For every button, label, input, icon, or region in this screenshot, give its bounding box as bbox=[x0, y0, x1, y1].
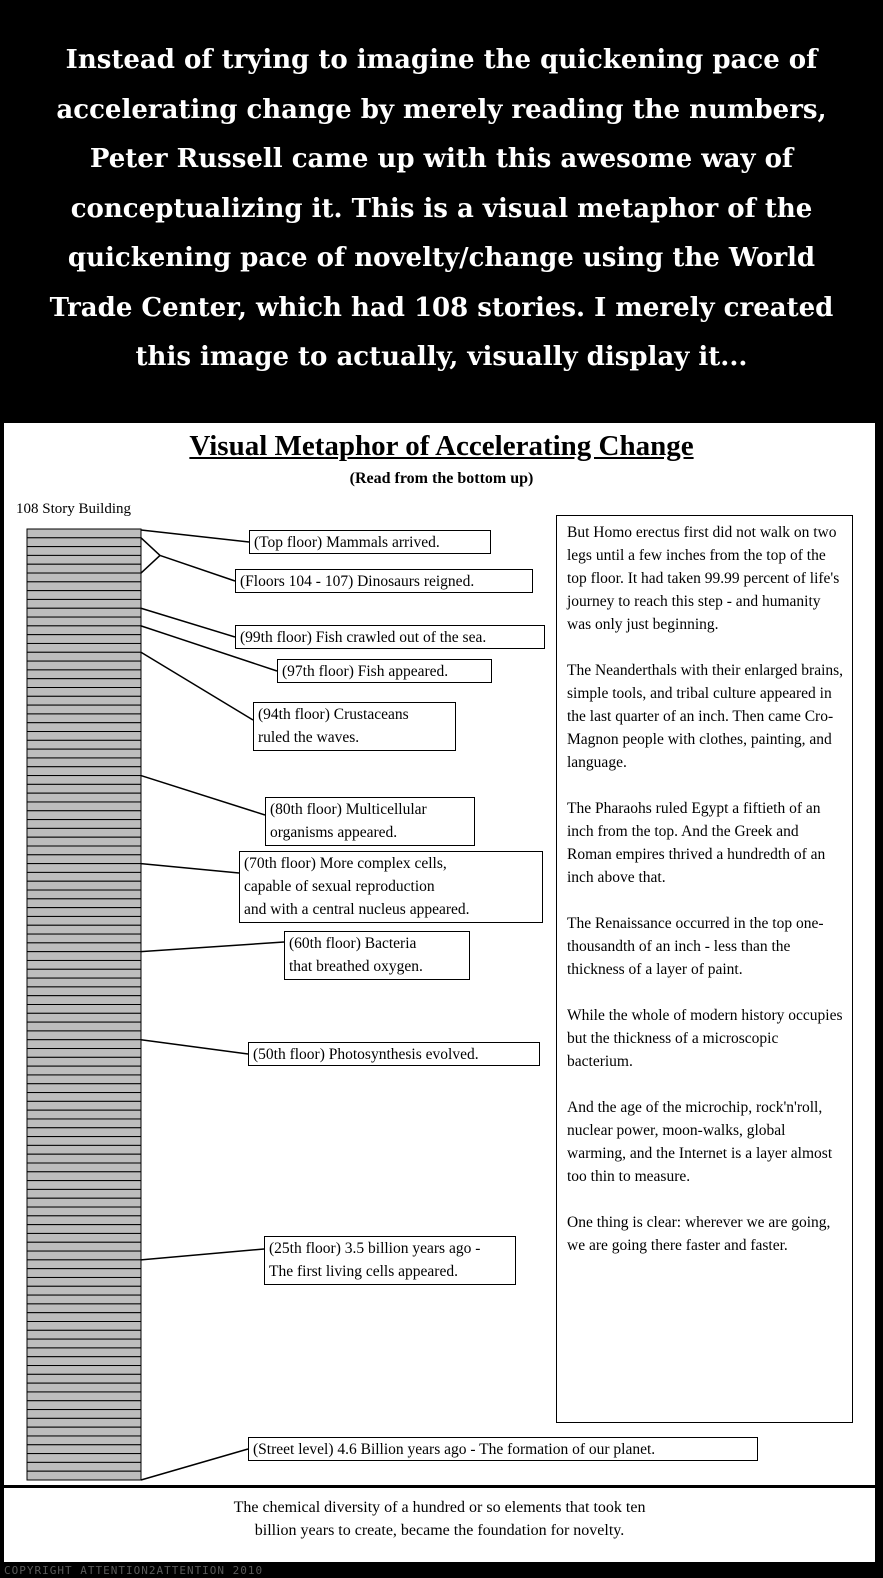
floor-26 bbox=[27, 1251, 141, 1260]
floor-52 bbox=[27, 1022, 141, 1031]
floor-10 bbox=[27, 1392, 141, 1401]
floor-46 bbox=[27, 1075, 141, 1084]
connector-line-94 bbox=[141, 652, 253, 720]
intro-line: Peter Russell came up with this awesome way of bbox=[89, 144, 794, 174]
floor-100 bbox=[27, 599, 141, 608]
connector-line-80 bbox=[141, 776, 265, 815]
intro-line: Trade Center, which had 108 stories. I merely created bbox=[49, 292, 834, 323]
label-line: (94th floor) Crustaceans bbox=[258, 706, 409, 723]
floor-55 bbox=[27, 996, 141, 1005]
floor-37 bbox=[27, 1154, 141, 1163]
floor-56 bbox=[27, 987, 141, 996]
floor-71 bbox=[27, 855, 141, 864]
floor-75 bbox=[27, 820, 141, 829]
floor-22 bbox=[27, 1286, 141, 1295]
floor-89 bbox=[27, 696, 141, 705]
label-line: The first living cells appeared. bbox=[269, 1263, 458, 1280]
label-line: organisms appeared. bbox=[270, 824, 398, 841]
floor-76 bbox=[27, 811, 141, 820]
narrative-paragraph: The Renaissance occurred in the top one-thousandth of an inch - less than the thickness of a layer of paint. bbox=[567, 915, 824, 978]
label-70th-floor bbox=[239, 851, 543, 923]
connector-line-0 bbox=[141, 1449, 248, 1480]
floor-1 bbox=[27, 1471, 141, 1480]
connector-line-70 bbox=[141, 864, 239, 873]
floor-25 bbox=[27, 1260, 141, 1269]
floor-63 bbox=[27, 925, 141, 934]
floor-67 bbox=[27, 890, 141, 899]
floor-73 bbox=[27, 837, 141, 846]
floor-62 bbox=[27, 934, 141, 943]
copyright-text: COPYRIGHT ATTENTION2ATTENTION 2010 bbox=[4, 1564, 264, 1577]
floor-32 bbox=[27, 1198, 141, 1207]
floor-64 bbox=[27, 916, 141, 925]
floor-28 bbox=[27, 1233, 141, 1242]
floor-51 bbox=[27, 1031, 141, 1040]
label-line: (Top floor) Mammals arrived. bbox=[254, 534, 440, 551]
floor-54 bbox=[27, 1005, 141, 1014]
label-97th-floor bbox=[277, 659, 492, 683]
narrative-paragraph: The Neanderthals with their enlarged brains, simple tools, and tribal culture appeared in the last quarter of an inch. Then came Cro-Magnon people with clothes, painting, and language. bbox=[567, 662, 844, 771]
floor-74 bbox=[27, 828, 141, 837]
floor-97 bbox=[27, 626, 141, 635]
footer-line: The chemical diversity of a hundred or so elements that took ten bbox=[233, 1499, 646, 1516]
floor-85 bbox=[27, 732, 141, 741]
label-line: (60th floor) Bacteria bbox=[289, 935, 417, 952]
building-floors bbox=[27, 529, 141, 1480]
floor-9 bbox=[27, 1401, 141, 1410]
intro-line: this image to actually, visually display it... bbox=[135, 342, 748, 372]
label-line: (Floors 104 - 107) Dinosaurs reigned. bbox=[240, 573, 475, 590]
label-99th-floor bbox=[235, 625, 545, 649]
floor-15 bbox=[27, 1348, 141, 1357]
narrative-box bbox=[556, 515, 853, 1423]
floor-101 bbox=[27, 591, 141, 600]
label-25th-floor bbox=[264, 1236, 516, 1285]
floor-33 bbox=[27, 1189, 141, 1198]
floor-66 bbox=[27, 899, 141, 908]
label-street-level bbox=[248, 1437, 758, 1461]
floor-77 bbox=[27, 802, 141, 811]
narrative-paragraph: While the whole of modern history occupies but the thickness of a microscopic bacterium. bbox=[567, 1007, 843, 1070]
floor-47 bbox=[27, 1066, 141, 1075]
floor-24 bbox=[27, 1269, 141, 1278]
floor-17 bbox=[27, 1330, 141, 1339]
intro-line: accelerating change by merely reading the numbers, bbox=[56, 94, 827, 125]
floor-59 bbox=[27, 960, 141, 969]
floor-49 bbox=[27, 1049, 141, 1058]
floor-90 bbox=[27, 688, 141, 697]
floor-8 bbox=[27, 1410, 141, 1419]
floor-5 bbox=[27, 1436, 141, 1445]
floor-29 bbox=[27, 1225, 141, 1234]
floor-93 bbox=[27, 661, 141, 670]
floor-12 bbox=[27, 1374, 141, 1383]
floor-38 bbox=[27, 1145, 141, 1154]
label-top-floor bbox=[249, 530, 491, 554]
floor-48 bbox=[27, 1057, 141, 1066]
floor-105 bbox=[27, 555, 141, 564]
label-line: (25th floor) 3.5 billion years ago - bbox=[269, 1240, 481, 1257]
floor-2 bbox=[27, 1462, 141, 1471]
label-80th-floor bbox=[265, 797, 475, 846]
floor-40 bbox=[27, 1128, 141, 1137]
intro-line: Instead of trying to imagine the quickening pace of bbox=[65, 45, 818, 75]
floor-19 bbox=[27, 1313, 141, 1322]
floor-86 bbox=[27, 723, 141, 732]
floor-21 bbox=[27, 1295, 141, 1304]
floor-103 bbox=[27, 573, 141, 582]
floor-3 bbox=[27, 1454, 141, 1463]
connector-bracket-top bbox=[141, 538, 160, 556]
label-50th-floor bbox=[248, 1042, 540, 1066]
label-94th-floor bbox=[253, 702, 456, 751]
narrative-paragraph: The Pharaohs ruled Egypt a fiftieth of an inch from the top. And the Greek and Roman empires thrived a hundredth of an inch above that. bbox=[567, 800, 826, 886]
footer-line: billion years to create, became the foundation for novelty. bbox=[254, 1522, 625, 1539]
floor-96 bbox=[27, 635, 141, 644]
connector-line-50 bbox=[141, 1040, 248, 1054]
floor-14 bbox=[27, 1357, 141, 1366]
connector-lines bbox=[141, 530, 284, 1480]
label-line: ruled the waves. bbox=[258, 729, 360, 746]
floor-95 bbox=[27, 643, 141, 652]
floor-87 bbox=[27, 714, 141, 723]
floor-6 bbox=[27, 1427, 141, 1436]
floor-102 bbox=[27, 582, 141, 591]
floor-65 bbox=[27, 908, 141, 917]
label-line: (99th floor) Fish crawled out of the sea. bbox=[240, 629, 487, 646]
floor-44 bbox=[27, 1093, 141, 1102]
connector-line-108 bbox=[141, 530, 249, 542]
diagram-subtitle: (Read from the bottom up) bbox=[349, 470, 534, 487]
floor-107 bbox=[27, 538, 141, 547]
building-label: 108 Story Building bbox=[16, 501, 132, 517]
floor-31 bbox=[27, 1207, 141, 1216]
label-line: (97th floor) Fish appeared. bbox=[282, 663, 449, 680]
floor-82 bbox=[27, 758, 141, 767]
label-line: that breathed oxygen. bbox=[289, 958, 423, 975]
footer-text bbox=[4, 1496, 875, 1542]
label-line: (50th floor) Photosynthesis evolved. bbox=[253, 1046, 479, 1063]
footer-panel bbox=[4, 1488, 875, 1562]
floor-108 bbox=[27, 529, 141, 538]
floor-80 bbox=[27, 776, 141, 785]
narrative-paragraph: One thing is clear: wherever we are going, we are going there faster and faster. bbox=[567, 1214, 831, 1254]
floor-4 bbox=[27, 1445, 141, 1454]
floor-92 bbox=[27, 670, 141, 679]
connector-line-25 bbox=[141, 1249, 264, 1260]
floor-68 bbox=[27, 881, 141, 890]
floor-43 bbox=[27, 1101, 141, 1110]
floor-79 bbox=[27, 784, 141, 793]
floor-50 bbox=[27, 1040, 141, 1049]
floor-70 bbox=[27, 864, 141, 873]
connector-line-60 bbox=[141, 942, 284, 952]
connector-line-104 bbox=[160, 555, 235, 581]
floor-83 bbox=[27, 749, 141, 758]
floor-84 bbox=[27, 740, 141, 749]
floor-34 bbox=[27, 1181, 141, 1190]
label-line: and with a central nucleus appeared. bbox=[244, 901, 470, 918]
intro-line: conceptualizing it. This is a visual metaphor of the bbox=[70, 193, 813, 224]
floor-36 bbox=[27, 1163, 141, 1172]
floor-20 bbox=[27, 1304, 141, 1313]
floor-98 bbox=[27, 617, 141, 626]
floor-45 bbox=[27, 1084, 141, 1093]
floor-13 bbox=[27, 1366, 141, 1375]
label-line: (80th floor) Multicellular bbox=[270, 801, 427, 818]
floor-42 bbox=[27, 1110, 141, 1119]
floor-11 bbox=[27, 1383, 141, 1392]
label-floors-104-107 bbox=[235, 569, 533, 593]
floor-35 bbox=[27, 1172, 141, 1181]
floor-61 bbox=[27, 943, 141, 952]
connector-bracket-bottom bbox=[141, 555, 160, 573]
floor-58 bbox=[27, 969, 141, 978]
floor-39 bbox=[27, 1137, 141, 1146]
floor-7 bbox=[27, 1418, 141, 1427]
floor-41 bbox=[27, 1119, 141, 1128]
label-60th-floor bbox=[284, 931, 470, 980]
floor-81 bbox=[27, 767, 141, 776]
connector-line-99 bbox=[141, 608, 235, 637]
floor-60 bbox=[27, 952, 141, 961]
floor-94 bbox=[27, 652, 141, 661]
diagram-title: Visual Metaphor of Accelerating Change bbox=[189, 430, 694, 462]
floor-27 bbox=[27, 1242, 141, 1251]
floor-16 bbox=[27, 1339, 141, 1348]
floor-78 bbox=[27, 793, 141, 802]
floor-69 bbox=[27, 872, 141, 881]
floor-91 bbox=[27, 679, 141, 688]
floor-104 bbox=[27, 564, 141, 573]
floor-23 bbox=[27, 1277, 141, 1286]
label-line: capable of sexual reproduction bbox=[244, 878, 435, 895]
floor-30 bbox=[27, 1216, 141, 1225]
floor-72 bbox=[27, 846, 141, 855]
label-line: (Street level) 4.6 Billion years ago - The formation of our planet. bbox=[253, 1441, 656, 1458]
floor-88 bbox=[27, 705, 141, 714]
narrative-paragraph: But Homo erectus first did not walk on two legs until a few inches from the top of the top floor. It had taken 99.99 percent of life's journey to reach this step - and humanity was only just beginning. bbox=[567, 524, 840, 633]
label-line: (70th floor) More complex cells, bbox=[244, 855, 447, 872]
floor-53 bbox=[27, 1013, 141, 1022]
intro-line: quickening pace of novelty/change using the World bbox=[67, 243, 816, 273]
floor-18 bbox=[27, 1322, 141, 1331]
floor-99 bbox=[27, 608, 141, 617]
floor-57 bbox=[27, 978, 141, 987]
narrative-paragraph: And the age of the microchip, rock'n'roll, nuclear power, moon-walks, global warming, and the Internet is a layer almost too thin to measure. bbox=[567, 1099, 833, 1185]
floor-106 bbox=[27, 547, 141, 556]
